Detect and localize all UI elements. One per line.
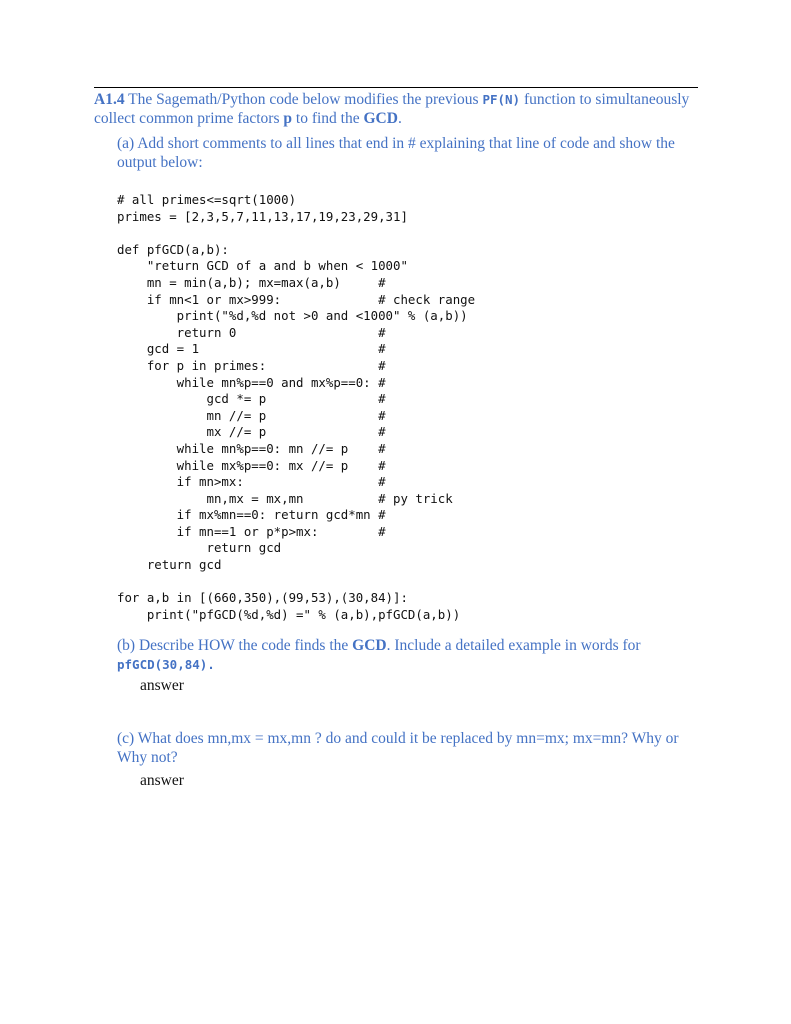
question-number: A1.4 bbox=[94, 91, 125, 108]
top-rule bbox=[94, 87, 698, 88]
code-line: gcd = 1 # bbox=[117, 341, 386, 357]
code-line: return 0 # bbox=[117, 324, 386, 340]
code-block bbox=[117, 192, 475, 623]
code-line: for a,b in [(660,350),(99,53),(30,84)]: bbox=[117, 590, 408, 606]
code-line: # all primes<=sqrt(1000) bbox=[117, 192, 297, 207]
code-line: "return GCD of a and b when < 1000" bbox=[117, 258, 408, 274]
function-name: PF(N) bbox=[482, 92, 521, 107]
part-a-text: (a) Add short comments to all lines that end in # explaining that line of code and show the output below: bbox=[117, 135, 675, 171]
part-b-text-1: (b) Describe HOW the code finds the bbox=[117, 637, 353, 654]
code-line: print("%d,%d not >0 and <1000" % (a,b)) bbox=[117, 308, 468, 324]
intro-text-2: function to simultaneously collect common prime factors bbox=[94, 91, 690, 127]
code-line: mx //= p # bbox=[117, 424, 386, 440]
code-line: mn //= p # bbox=[117, 407, 386, 423]
answer-b: answer bbox=[140, 677, 184, 694]
code-line: while mx%p==0: mx //= p # bbox=[117, 457, 386, 473]
question-intro bbox=[94, 90, 698, 128]
code-line: return gcd bbox=[117, 557, 222, 573]
part-b-gcd: GCD bbox=[352, 637, 387, 654]
code-line: while mn%p==0: mn //= p # bbox=[117, 440, 386, 456]
code-line: while mn%p==0 and mx%p==0: # bbox=[117, 374, 386, 390]
part-c-text: (c) What does mn,mx = mx,mn ? do and could it be replaced by mn=mx; mx=mn? Why or Why not? bbox=[117, 730, 679, 766]
code-line: mn,mx = mx,mn # py trick bbox=[117, 490, 453, 506]
part-b-example: pfGCD(30,84). bbox=[117, 657, 215, 672]
answer-c: answer bbox=[140, 772, 184, 789]
intro-text-1: The Sagemath/Python code below modifies the previous bbox=[124, 91, 483, 108]
var-p: p bbox=[283, 110, 293, 127]
code-line: primes = [2,3,5,7,11,13,17,19,23,29,31] bbox=[117, 208, 408, 224]
code-line: return gcd bbox=[117, 540, 282, 556]
code-line: def pfGCD(a,b): bbox=[117, 241, 229, 257]
gcd-term: GCD bbox=[363, 110, 398, 127]
part-b-text bbox=[117, 636, 687, 674]
code-line: if mx%mn==0: return gcd*mn # bbox=[117, 507, 386, 523]
code-line: if mn==1 or p*p>mx: # bbox=[117, 523, 386, 539]
part-b-text-2: . Include a detailed example in words for bbox=[386, 637, 641, 654]
intro-text-4: . bbox=[397, 110, 402, 127]
code-line: if mn<1 or mx>999: # check range bbox=[117, 291, 476, 307]
intro-text-3: to find the bbox=[292, 110, 364, 127]
code-line: print("pfGCD(%d,%d) =" % (a,b),pfGCD(a,b)) bbox=[117, 606, 461, 622]
code-line: if mn>mx: # bbox=[117, 474, 386, 490]
code-line: gcd *= p # bbox=[117, 391, 386, 407]
code-line: for p in primes: # bbox=[117, 357, 386, 373]
code-line: mn = min(a,b); mx=max(a,b) # bbox=[117, 274, 386, 290]
